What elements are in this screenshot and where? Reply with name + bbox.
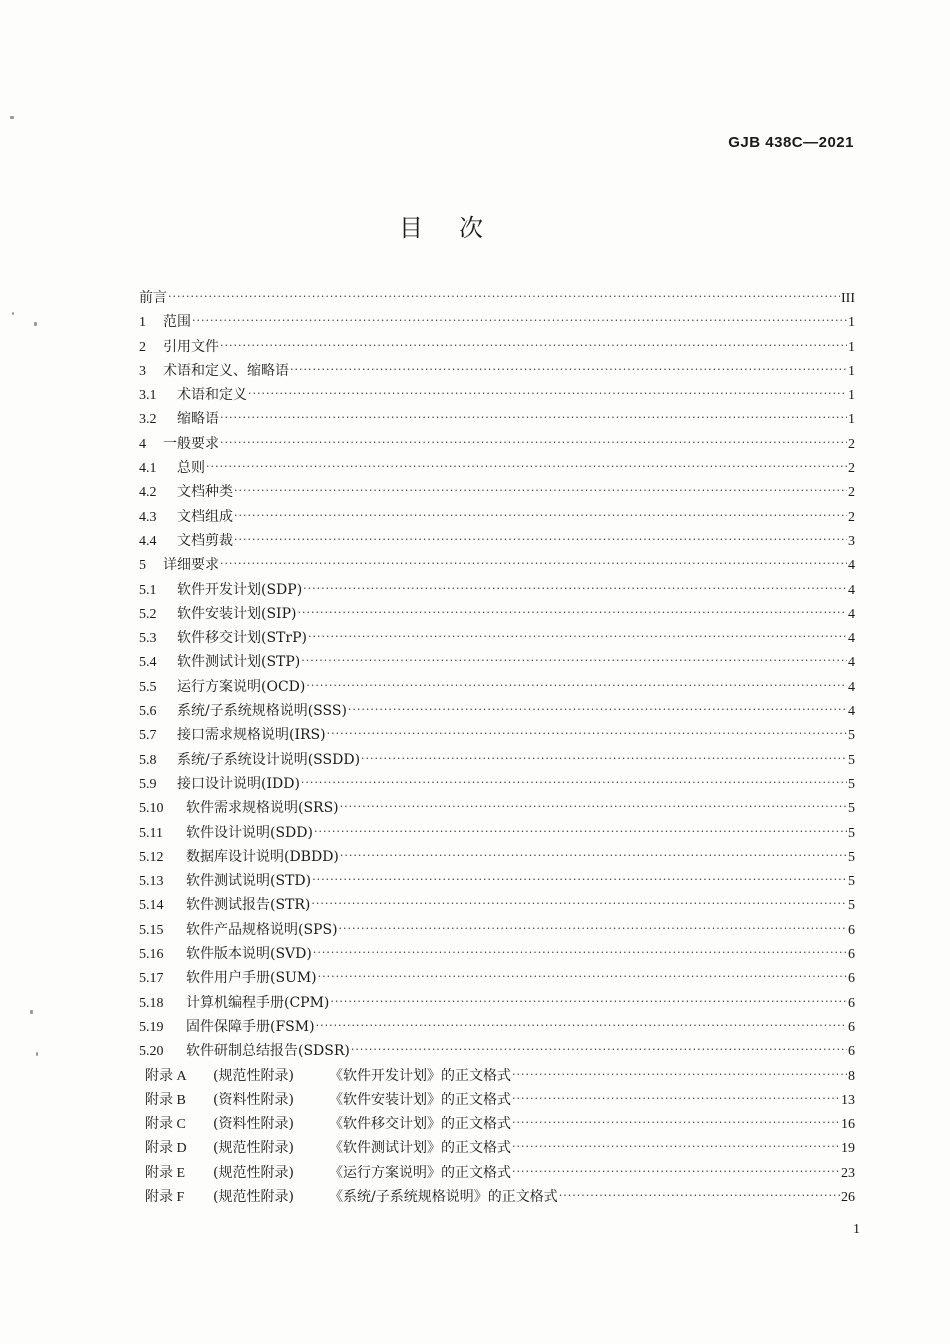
standard-code: GJB 438C—2021	[728, 134, 854, 151]
toc-leader-dots	[327, 722, 847, 746]
scan-speck	[12, 312, 14, 315]
toc-entry-page: 4	[848, 679, 855, 695]
toc-entry-page: 4	[848, 606, 855, 622]
toc-entry-number: 5.18	[139, 995, 164, 1011]
toc-entry-annex-kind: (资料性附录)	[213, 1116, 294, 1133]
toc-leader-dots	[248, 382, 847, 406]
toc-entry-number: 5.13	[139, 874, 164, 890]
toc-leader-dots	[512, 1135, 840, 1159]
toc-entry-number: 5.1	[139, 582, 157, 598]
toc-entry-page: 6	[848, 995, 855, 1011]
toc-entry-label: 《系统/子系统规格说明》的正文格式	[329, 1188, 558, 1205]
toc-entry-number: 5.6	[139, 704, 157, 720]
toc-leader-dots	[311, 892, 847, 916]
toc-entry-page: 5	[848, 801, 855, 817]
toc-entry-page: 5	[848, 849, 855, 865]
toc-entry[interactable]	[139, 821, 855, 845]
toc-entry[interactable]	[139, 286, 855, 310]
toc-entry[interactable]	[139, 407, 855, 431]
toc-entry[interactable]	[139, 432, 855, 456]
toc-entry-page: 6	[848, 1019, 855, 1035]
toc-entry-label: 软件设计说明(SDD)	[186, 824, 313, 841]
toc-leader-dots	[314, 820, 847, 844]
toc-entry-label: 软件版本说明(SVD)	[186, 946, 312, 963]
toc-entry[interactable]	[139, 1015, 855, 1039]
toc-entry[interactable]	[139, 578, 855, 602]
toc-entry-page: 5	[848, 776, 855, 792]
toc-entry[interactable]	[139, 699, 855, 723]
toc-entry-page: 19	[841, 1141, 855, 1157]
toc-entry-number: 5.3	[139, 631, 157, 647]
toc-leader-dots	[220, 406, 847, 430]
toc-entry[interactable]	[139, 1064, 855, 1088]
toc-entry-label: 总则	[177, 460, 205, 477]
toc-entry[interactable]	[139, 748, 855, 772]
toc-entry-annex-kind: (规范性附录)	[213, 1067, 294, 1084]
toc-entry[interactable]	[139, 383, 855, 407]
toc-entry-page: 2	[848, 509, 855, 525]
toc-entry-page: 4	[848, 558, 855, 574]
toc-entry-annex-kind: (规范性附录)	[213, 1188, 294, 1205]
toc-entry-page: 1	[848, 339, 855, 355]
toc-entry[interactable]	[139, 1039, 855, 1063]
toc-entry[interactable]	[139, 529, 855, 553]
toc-entry-number: 4.3	[139, 509, 157, 525]
toc-leader-dots	[340, 795, 847, 819]
toc-entry-page: III	[841, 291, 855, 306]
toc-entry-page: 4	[848, 631, 855, 647]
toc-entry-number: 附录 D	[145, 1141, 187, 1157]
toc-entry-number: 4.2	[139, 485, 157, 501]
toc-entry-label: 接口设计说明(IDD)	[177, 775, 300, 792]
toc-entry-label: 《软件测试计划》的正文格式	[329, 1140, 511, 1157]
toc-entry-label: 一般要求	[163, 435, 219, 452]
toc-leader-dots	[312, 868, 847, 892]
toc-entry-number: 5.16	[139, 947, 164, 963]
toc-leader-dots	[340, 844, 847, 868]
toc-entry-number: 附录 F	[145, 1189, 185, 1205]
toc-entry-page: 4	[848, 655, 855, 671]
toc-leader-dots	[512, 1160, 840, 1184]
toc-entry-number: 3	[139, 363, 146, 379]
toc-entry[interactable]	[139, 723, 855, 747]
toc-entry-label: 数据库设计说明(DBDD)	[186, 848, 339, 865]
toc-entry-number: 3.2	[139, 412, 157, 428]
toc-entry-number: 5	[139, 558, 146, 574]
toc-entry-page: 4	[848, 582, 855, 598]
toc-entry-number: 5.9	[139, 776, 157, 792]
toc-leader-dots	[512, 1087, 840, 1111]
toc-entry-label: 软件开发计划(SDP)	[177, 581, 303, 598]
toc-entry-label: 软件移交计划(STrP)	[177, 630, 307, 647]
toc-entry-page: 26	[841, 1189, 855, 1205]
toc-entry[interactable]	[139, 966, 855, 990]
toc-leader-dots	[351, 1038, 847, 1062]
toc-entry-page: 2	[848, 461, 855, 477]
toc-entry[interactable]	[139, 335, 855, 359]
toc-entry-page: 6	[848, 971, 855, 987]
toc-entry-label: 《软件安装计划》的正文格式	[329, 1091, 511, 1108]
toc-leader-dots	[297, 601, 847, 625]
toc-leader-dots	[512, 1111, 840, 1135]
toc-entry-page: 13	[841, 1092, 855, 1108]
toc-entry-label: 《软件移交计划》的正文格式	[329, 1116, 511, 1133]
toc-entry[interactable]	[139, 1136, 855, 1160]
toc-entry-number: 5.14	[139, 898, 164, 914]
toc-entry-label: 软件研制总结报告(SDSR)	[186, 1043, 350, 1060]
toc-leader-dots	[559, 1184, 840, 1208]
toc-leader-dots	[301, 649, 847, 673]
toc-entry-page: 23	[841, 1165, 855, 1181]
toc-entry[interactable]	[139, 310, 855, 334]
toc-entry-number: 5.7	[139, 728, 157, 744]
toc-leader-dots	[339, 917, 847, 941]
toc-entry-page: 5	[848, 825, 855, 841]
toc-entry-number: 5.10	[139, 801, 164, 817]
toc-entry-page: 16	[841, 1117, 855, 1133]
toc-leader-dots	[234, 528, 847, 552]
toc-leader-dots	[301, 771, 847, 795]
toc-leader-dots	[206, 455, 847, 479]
toc-entry-label: 前言	[139, 290, 167, 306]
toc-entry-label: 接口需求规格说明(IRS)	[177, 727, 326, 744]
toc-entry[interactable]	[139, 772, 855, 796]
toc-leader-dots	[168, 285, 840, 309]
page-number: 1	[853, 1222, 860, 1237]
toc-leader-dots	[220, 431, 847, 455]
toc-entry-page: 5	[848, 728, 855, 744]
toc-leader-dots	[290, 358, 847, 382]
toc-entry-page: 5	[848, 898, 855, 914]
toc-entry-page: 1	[848, 412, 855, 428]
toc-entry-label: 软件测试计划(STP)	[177, 654, 301, 671]
page-title: 目次	[399, 214, 519, 242]
toc-entry[interactable]	[139, 845, 855, 869]
toc-entry-number: 4	[139, 436, 146, 452]
toc-leader-dots	[234, 504, 847, 528]
toc-leader-dots	[316, 1014, 847, 1038]
toc-entry-page: 3	[848, 533, 855, 549]
toc-entry-number: 附录 C	[145, 1117, 186, 1133]
toc-entry-label: 文档剪裁	[177, 532, 233, 549]
scan-speck	[30, 1010, 33, 1014]
toc-entry-label: 《软件开发计划》的正文格式	[329, 1067, 511, 1084]
toc-entry-page: 5	[848, 752, 855, 768]
toc-entry-label: 软件安装计划(SIP)	[177, 605, 297, 622]
toc-entry-label: 术语和定义、缩略语	[163, 362, 289, 379]
toc-entry-label: 运行方案说明(OCD)	[177, 678, 306, 695]
scan-speck	[34, 322, 37, 326]
toc-entry-label: 固件保障手册(FSM)	[186, 1018, 315, 1035]
toc-entry-number: 5.20	[139, 1044, 164, 1060]
toc-entry-label: 术语和定义	[177, 387, 247, 404]
toc-entry-number: 附录 A	[145, 1068, 187, 1084]
toc-entry-number: 4.4	[139, 533, 157, 549]
scan-speck	[36, 1052, 38, 1056]
toc-entry-label: 软件产品规格说明(SPS)	[186, 921, 338, 938]
toc-entry-label: 软件测试说明(STD)	[186, 873, 312, 890]
toc-entry-page: 8	[848, 1068, 855, 1084]
toc-entry-number: 5.5	[139, 679, 157, 695]
toc-entry-label: 软件用户手册(SUM)	[186, 970, 317, 987]
toc-entry[interactable]	[139, 918, 855, 942]
toc-entry-number: 5.12	[139, 849, 164, 865]
toc-leader-dots	[306, 674, 847, 698]
toc-leader-dots	[313, 941, 847, 965]
toc-leader-dots	[512, 1063, 847, 1087]
toc-entry[interactable]	[139, 869, 855, 893]
toc-entry[interactable]	[139, 1112, 855, 1136]
toc-entry-label: 文档种类	[177, 484, 233, 501]
toc-entry-label: 《运行方案说明》的正文格式	[329, 1164, 511, 1181]
toc-entry-page: 1	[848, 315, 855, 331]
toc-entry-page: 1	[848, 363, 855, 379]
toc-entry[interactable]	[139, 796, 855, 820]
toc-entry[interactable]	[139, 553, 855, 577]
toc-entry[interactable]	[139, 1088, 855, 1112]
toc-entry-label: 软件需求规格说明(SRS)	[186, 800, 339, 817]
toc-entry-label: 缩略语	[177, 411, 219, 428]
toc-entry-annex-kind: (资料性附录)	[213, 1091, 294, 1108]
toc-entry-number: 5.17	[139, 971, 164, 987]
toc-entry-number: 附录 E	[145, 1165, 186, 1181]
toc-entry-label: 详细要求	[163, 557, 219, 574]
toc-entry[interactable]	[139, 675, 855, 699]
toc-entry[interactable]	[139, 893, 855, 917]
toc-entry[interactable]	[139, 505, 855, 529]
toc-entry[interactable]	[139, 626, 855, 650]
toc-entry-number: 1	[139, 315, 146, 331]
toc-entry-label: 引用文件	[163, 338, 219, 355]
toc-entry-annex-kind: (规范性附录)	[213, 1140, 294, 1157]
toc-entry-page: 6	[848, 922, 855, 938]
scan-speck	[10, 116, 14, 119]
toc-leader-dots	[318, 965, 847, 989]
toc-entry-number: 4.1	[139, 461, 157, 477]
toc-leader-dots	[361, 747, 847, 771]
toc-entry-number: 5.19	[139, 1019, 164, 1035]
toc-entry-number: 5.2	[139, 606, 157, 622]
toc-entry-label: 范围	[163, 314, 191, 331]
toc-entry-number: 5.8	[139, 752, 157, 768]
toc-entry-page: 1	[848, 388, 855, 404]
toc-entry[interactable]	[139, 650, 855, 674]
table-of-contents	[139, 286, 855, 1209]
toc-entry[interactable]	[139, 359, 855, 383]
toc-entry-number: 5.15	[139, 922, 164, 938]
toc-entry[interactable]	[139, 1185, 855, 1209]
toc-entry[interactable]	[139, 456, 855, 480]
toc-entry-number: 5.11	[139, 825, 163, 841]
toc-entry[interactable]	[139, 602, 855, 626]
toc-entry[interactable]	[139, 1161, 855, 1185]
toc-entry-label: 系统/子系统规格说明(SSS)	[177, 703, 347, 720]
toc-entry-page: 5	[848, 874, 855, 890]
toc-leader-dots	[348, 698, 847, 722]
toc-leader-dots	[234, 479, 847, 503]
toc-entry-annex-kind: (规范性附录)	[213, 1164, 294, 1181]
toc-leader-dots	[192, 309, 847, 333]
toc-entry-number: 3.1	[139, 388, 157, 404]
toc-leader-dots	[303, 577, 847, 601]
toc-leader-dots	[220, 552, 847, 576]
toc-leader-dots	[330, 990, 847, 1014]
toc-entry-label: 计算机编程手册(CPM)	[186, 994, 330, 1011]
toc-entry-label: 文档组成	[177, 508, 233, 525]
toc-entry-number: 5.4	[139, 655, 157, 671]
toc-entry-page: 2	[848, 436, 855, 452]
toc-leader-dots	[308, 625, 847, 649]
toc-entry[interactable]	[139, 991, 855, 1015]
toc-entry-number: 附录 B	[145, 1092, 186, 1108]
toc-entry-page: 4	[848, 704, 855, 720]
toc-entry-page: 2	[848, 485, 855, 501]
toc-entry-label: 软件测试报告(STR)	[186, 897, 311, 914]
toc-leader-dots	[220, 334, 847, 358]
toc-entry-number: 2	[139, 339, 146, 355]
toc-entry-page: 6	[848, 947, 855, 963]
toc-entry-page: 6	[848, 1044, 855, 1060]
toc-entry-label: 系统/子系统设计说明(SSDD)	[177, 751, 361, 768]
toc-entry[interactable]	[139, 942, 855, 966]
toc-entry[interactable]	[139, 480, 855, 504]
